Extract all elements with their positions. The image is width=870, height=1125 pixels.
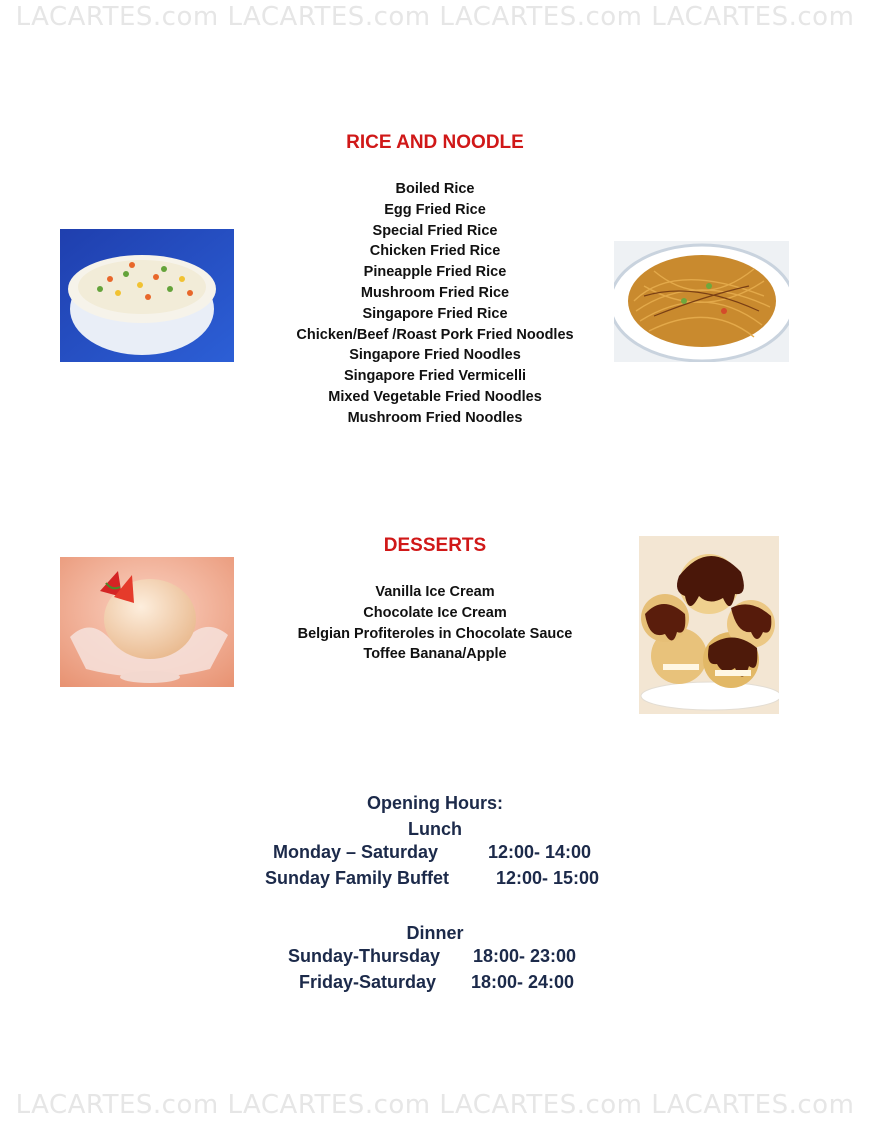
menu-item: Mixed Vegetable Fried Noodles <box>328 388 542 405</box>
menu-item: Pineapple Fried Rice <box>363 264 507 281</box>
menu-item: Toffee Banana/Apple <box>363 646 507 663</box>
menu-item: Chicken Fried Rice <box>369 243 501 260</box>
watermark-top: LACARTES.com LACARTES.com LACARTES.com LACARTES.com <box>15 2 855 32</box>
fried-noodles-photo <box>614 241 789 362</box>
menu-item: Special Fried Rice <box>372 222 498 239</box>
menu-item: Egg Fried Rice <box>384 201 486 218</box>
menu-item: Boiled Rice <box>395 181 475 197</box>
dinner-time-2: 18:00- 24:00 <box>471 972 575 992</box>
dinner-day-1: Sunday-Thursday <box>288 946 441 966</box>
menu-item: Singapore Fried Rice <box>362 305 508 322</box>
dinner-time-1: 18:00- 23:00 <box>473 946 577 966</box>
profiteroles-photo <box>639 536 779 714</box>
lunch-day-2: Sunday Family Buffet <box>265 868 450 888</box>
opening-hours <box>0 790 870 1000</box>
rice-noodle-title: RICE AND NOODLE <box>346 132 524 153</box>
menu-item: Singapore Fried Noodles <box>349 347 521 364</box>
fried-rice-photo <box>60 229 234 362</box>
lunch-time-1: 12:00- 14:00 <box>488 842 592 862</box>
lunch-time-2: 12:00- 15:00 <box>496 868 600 888</box>
menu-item: Chocolate Ice Cream <box>363 604 507 621</box>
menu-item: Singapore Fried Vermicelli <box>343 368 527 385</box>
ice-cream-photo <box>60 557 234 687</box>
desserts-title: DESSERTS <box>383 535 487 556</box>
menu-item: Belgian Profiteroles in Chocolate Sauce <box>297 625 573 642</box>
opening-hours-title: Opening Hours: <box>367 793 503 813</box>
menu-item: Mushroom Fried Noodles <box>347 409 523 426</box>
watermark-bottom: LACARTES.com LACARTES.com LACARTES.com LACARTES.com <box>15 1090 855 1120</box>
lunch-heading: Lunch <box>408 819 462 839</box>
menu-item: Mushroom Fried Rice <box>360 284 510 301</box>
lunch-day-1: Monday – Saturday <box>273 842 439 862</box>
dinner-day-2: Friday-Saturday <box>299 972 437 992</box>
menu-item: Vanilla Ice Cream <box>375 584 495 600</box>
menu-item: Chicken/Beef /Roast Pork Fried Noodles <box>296 326 574 343</box>
dinner-heading: Dinner <box>406 923 464 943</box>
